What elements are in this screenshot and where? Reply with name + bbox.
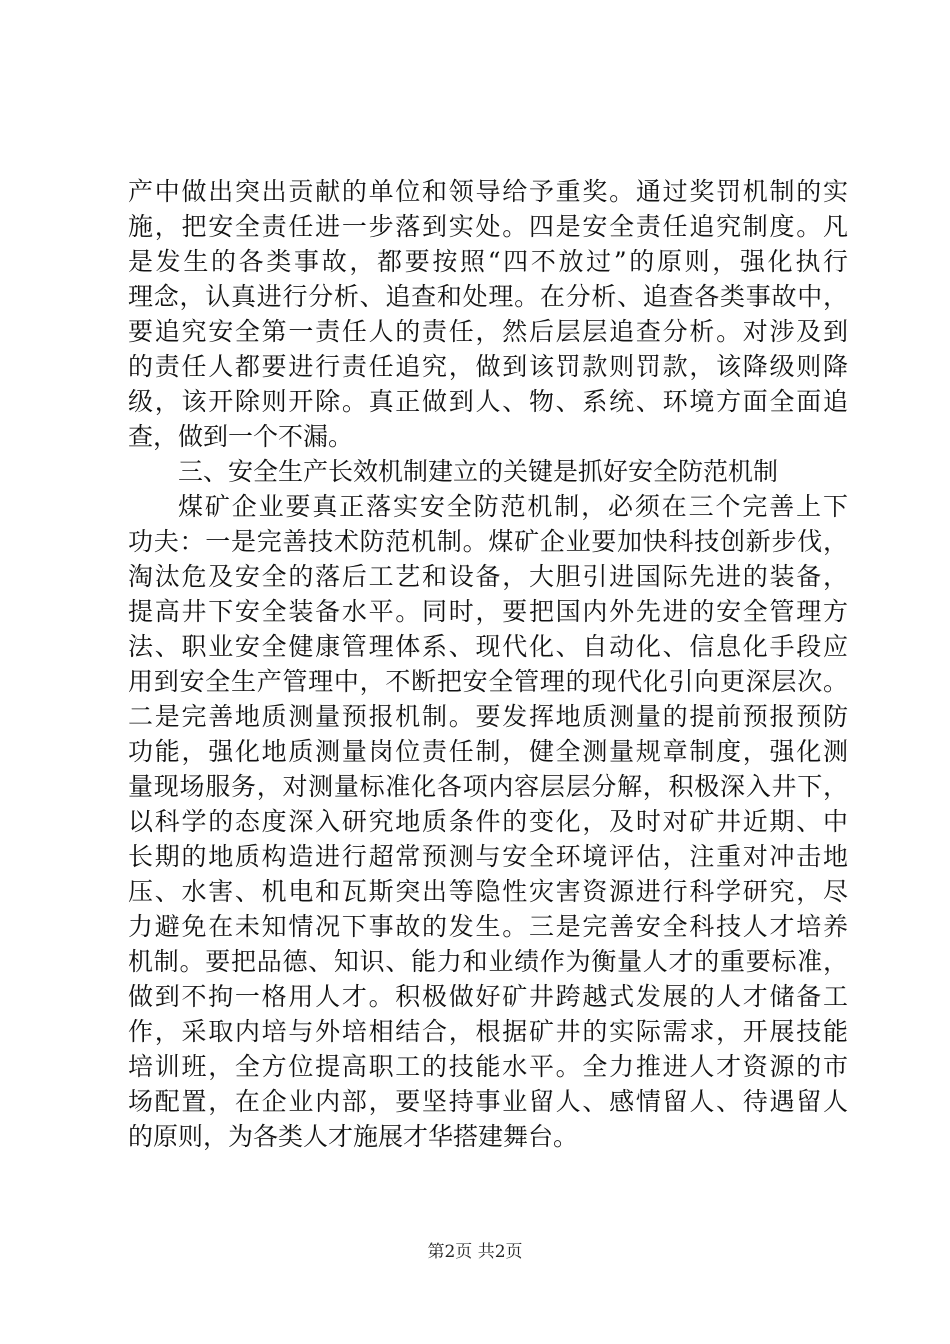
text-line: 场配置，在企业内部，要坚持事业留人、感情留人、待遇留人 bbox=[128, 1087, 848, 1116]
text-line: 要追究安全第一责任人的责任，然后层层追查分析。对涉及到 bbox=[128, 317, 848, 346]
text-line: 的原则，为各类人才施展才华搭建舞台。 bbox=[128, 1122, 579, 1151]
text-line: 做到不拘一格用人才。积极做好矿井跨越式发展的人才储备工 bbox=[128, 982, 848, 1011]
text-line: 查，做到一个不漏。 bbox=[128, 422, 354, 451]
text-line: 级，该开除则开除。真正做到人、物、系统、环境方面全面追 bbox=[128, 387, 848, 416]
text-line: 二是完善地质测量预报机制。要发挥地质测量的提前预报预防 bbox=[128, 702, 848, 731]
text-line: 法、职业安全健康管理体系、现代化、自动化、信息化手段应 bbox=[128, 632, 848, 661]
text-line: 功夫：一是完善技术防范机制。煤矿企业要加快科技创新步伐， bbox=[128, 527, 848, 556]
text-line: 提高井下安全装备水平。同时，要把国内外先进的安全管理方 bbox=[128, 597, 848, 626]
text-line: 用到安全生产管理中，不断把安全管理的现代化引向更深层次。 bbox=[128, 667, 848, 696]
text-line: 作，采取内培与外培相结合，根据矿井的实际需求，开展技能 bbox=[128, 1017, 848, 1046]
text-line: 以科学的态度深入研究地质条件的变化，及时对矿井近期、中 bbox=[128, 807, 848, 836]
section-heading: 三、安全生产长效机制建立的关键是抓好安全防范机制 bbox=[178, 457, 779, 486]
text-line: 施，把安全责任进一步落到实处。四是安全责任追究制度。凡 bbox=[128, 212, 848, 241]
text-line: 的责任人都要进行责任追究，做到该罚款则罚款，该降级则降 bbox=[128, 352, 848, 381]
text-line: 功能，强化地质测量岗位责任制，健全测量规章制度，强化测 bbox=[128, 737, 848, 766]
text-line: 培训班，全方位提高职工的技能水平。全力推进人才资源的市 bbox=[128, 1052, 848, 1081]
text-line: 理念，认真进行分析、追查和处理。在分析、追查各类事故中， bbox=[128, 282, 848, 311]
text-line: 力避免在未知情况下事故的发生。三是完善安全科技人才培养 bbox=[128, 912, 848, 941]
text-line: 机制。要把品德、知识、能力和业绩作为衡量人才的重要标准， bbox=[128, 947, 848, 976]
text-line: 量现场服务，对测量标准化各项内容层层分解，积极深入井下， bbox=[128, 772, 848, 801]
text-line: 淘汰危及安全的落后工艺和设备，大胆引进国际先进的装备， bbox=[128, 562, 848, 591]
text-line: 煤矿企业要真正落实安全防范机制，必须在三个完善上下 bbox=[178, 492, 848, 521]
page-number-footer: 第2页 共2页 bbox=[427, 1242, 523, 1262]
text-line: 长期的地质构造进行超常预测与安全环境评估，注重对冲击地 bbox=[128, 842, 848, 871]
text-line: 压、水害、机电和瓦斯突出等隐性灾害资源进行科学研究，尽 bbox=[128, 877, 848, 906]
text-line: 是发生的各类事故，都要按照“四不放过”的原则，强化执行 bbox=[128, 247, 848, 276]
text-line: 产中做出突出贡献的单位和领导给予重奖。通过奖罚机制的实 bbox=[128, 177, 848, 206]
